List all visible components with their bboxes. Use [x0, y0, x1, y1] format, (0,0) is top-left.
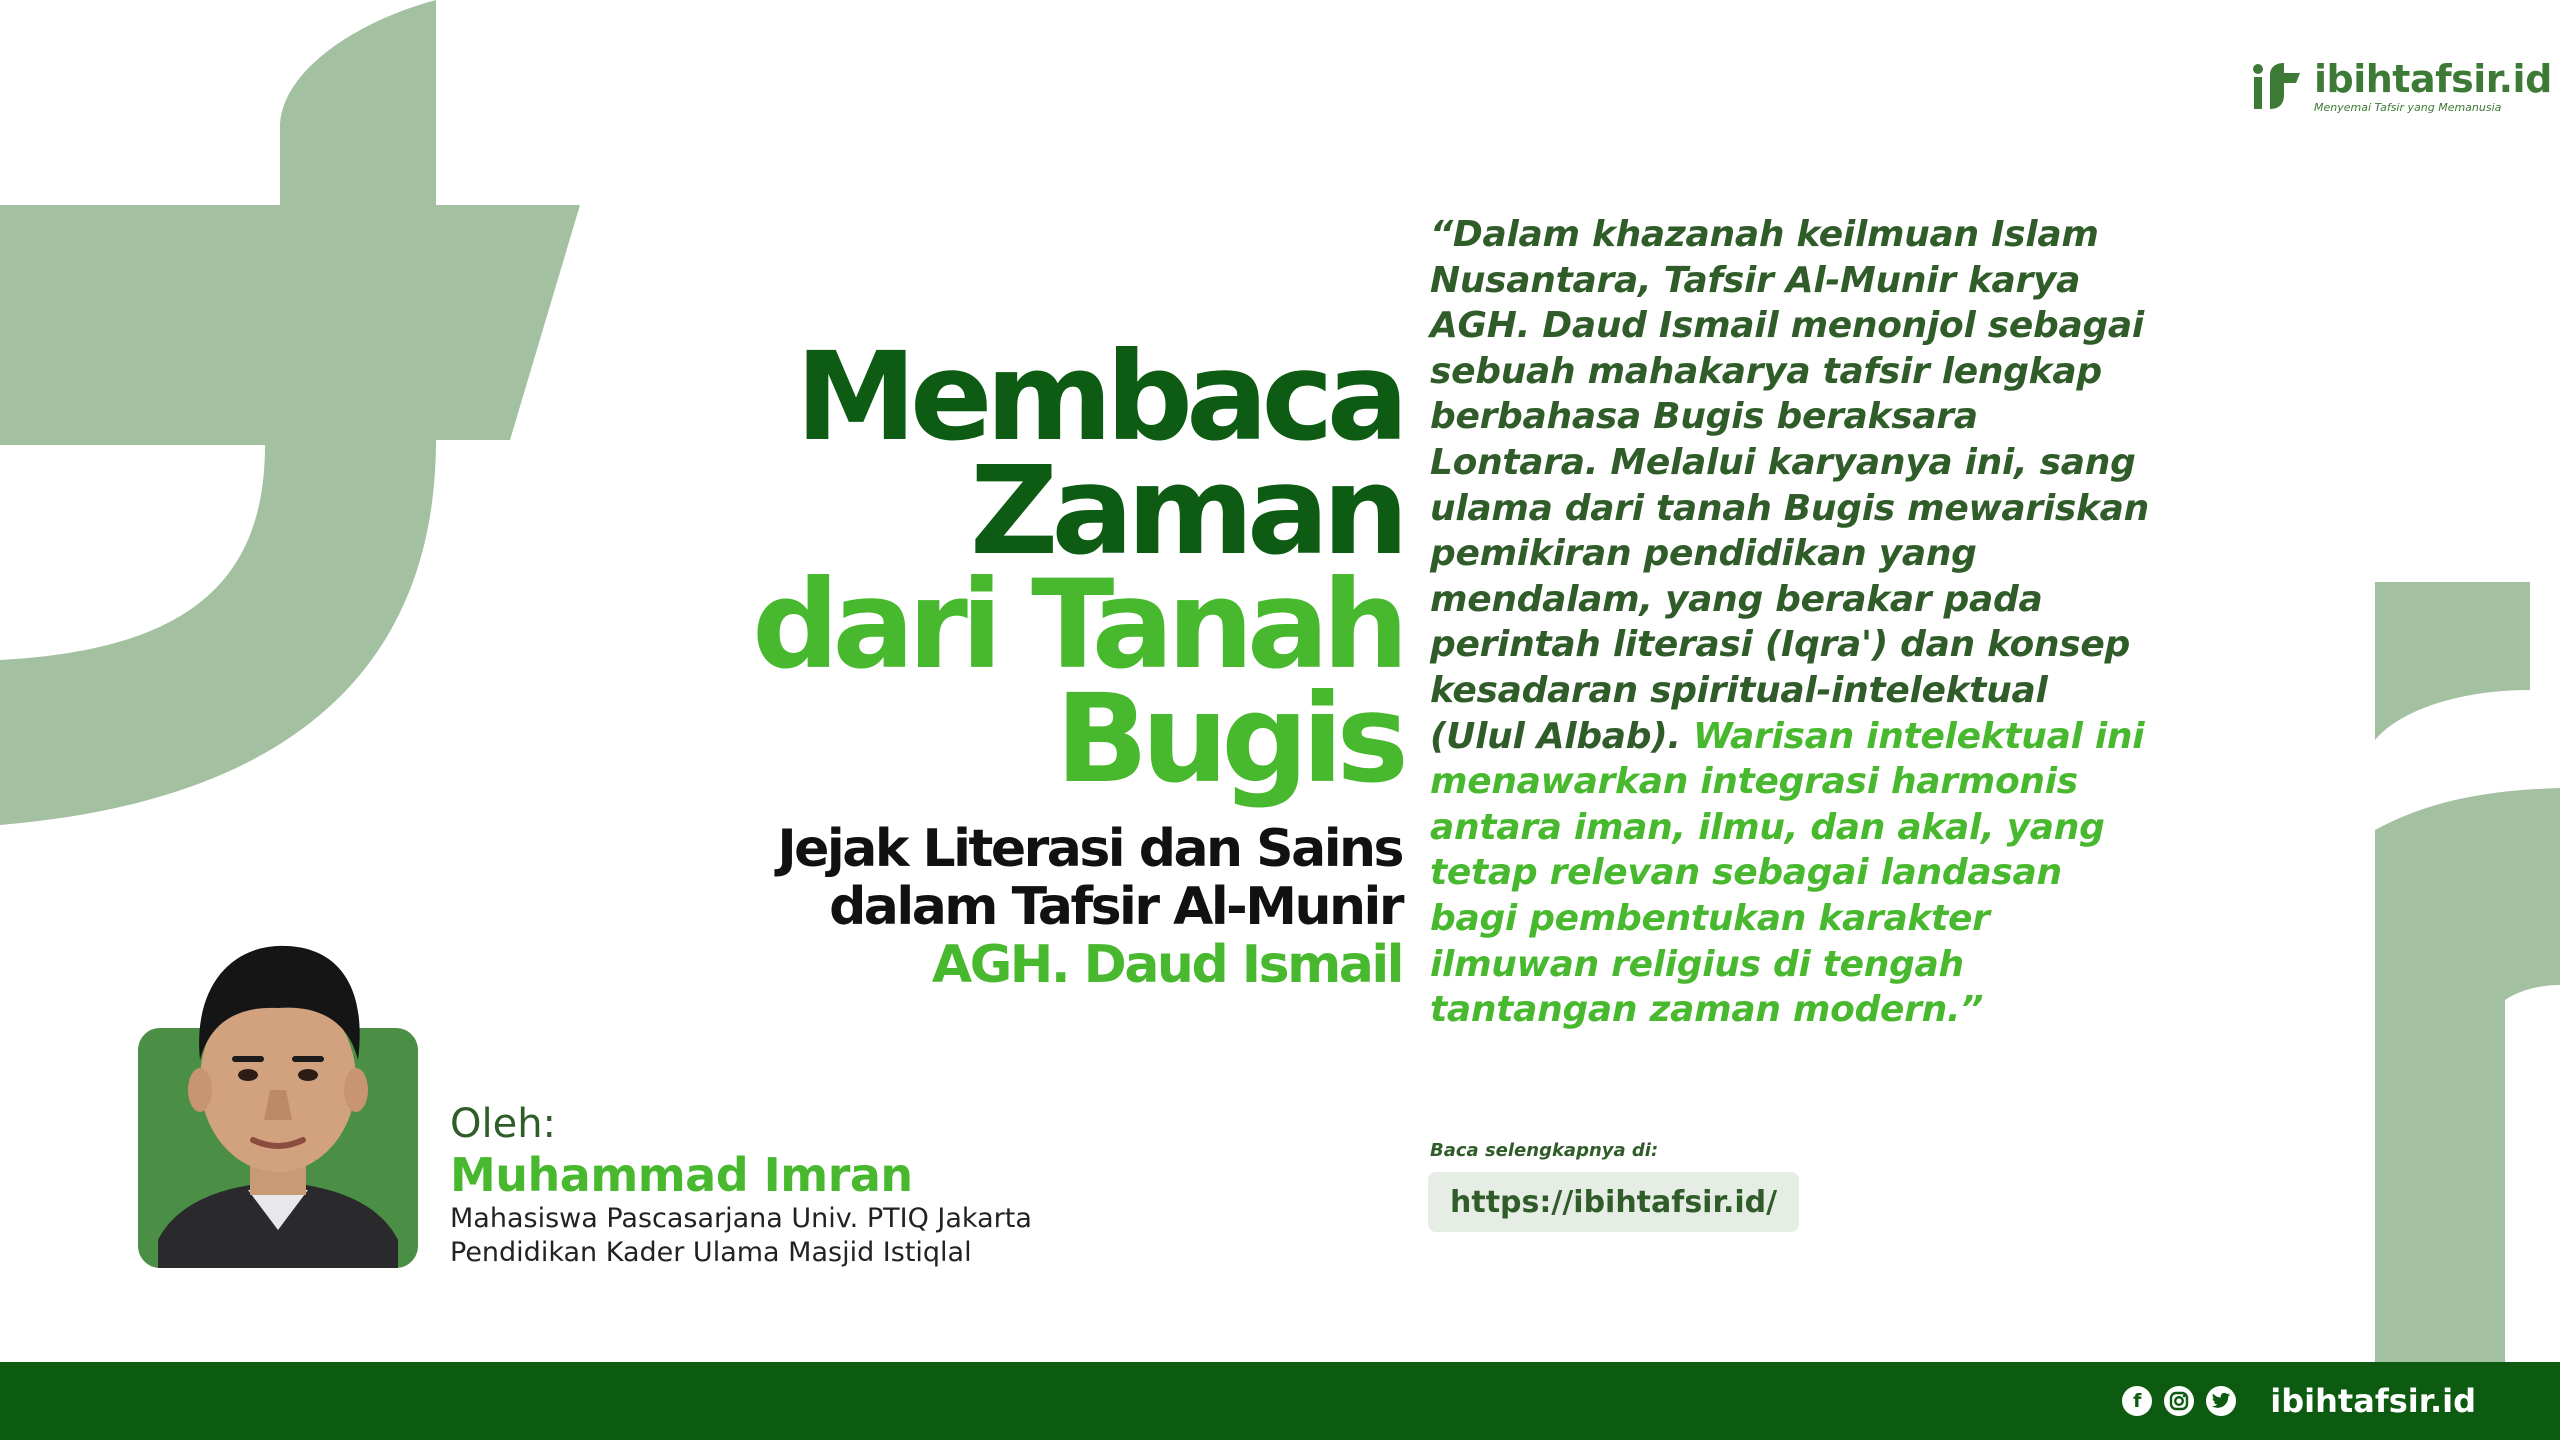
logo-icon — [2250, 61, 2304, 113]
url-link[interactable] — [1428, 1172, 1799, 1232]
twitter-icon[interactable] — [2206, 1386, 2236, 1416]
title-line-1: Membaca — [795, 326, 1402, 468]
author-affiliation-1: Mahasiswa Pascasarjana Univ. PTIQ Jakarta — [450, 1203, 1032, 1234]
subtitle — [777, 820, 1402, 994]
quote-block — [1430, 212, 2150, 1033]
footer-site[interactable]: ibihtafsir.id — [2270, 1382, 2476, 1420]
subtitle-line-1: Jejak Literasi dan Sains — [777, 819, 1402, 879]
quote-part-2: Warisan intelektual ini menawarkan integrasi harmonis antara iman, ilmu, dan akal, yang tetap relevan sebagai landasan bagi pembentukan karakter ilmuwan religius di tengah tantangan zaman modern.” — [1430, 715, 2145, 1031]
title-line-2: Zaman — [969, 440, 1402, 582]
logo-name: ibihtafsir.id — [2314, 57, 2552, 101]
read-more-label: Baca selengkapnya di: — [1430, 1140, 1659, 1161]
title-line-3: dari Tanah — [752, 554, 1402, 696]
quote-part-1: “Dalam khazanah keilmuan Islam Nusantara, Tafsir Al-Munir karya AGH. Daud Ismail menonjol sebagai sebuah mahakarya tafsir lengkap berbahasa Bugis beraksara Lontara. Melalui karyanya ini, sang ulama dari tanah Bugis mewariskan pemikiran pendidikan yang mendalam, yang berakar pada perintah literasi (Iqra') dan konsep kesadaran spiritual-intelektual (Ulul Albab). — [1430, 214, 2149, 757]
subtitle-line-3: AGH. Daud Ismail — [931, 935, 1402, 995]
left-t-shape — [0, 0, 580, 825]
footer-bar — [0, 1362, 2560, 1440]
author-name: Muhammad Imran — [450, 1148, 913, 1202]
footer-social — [2122, 1362, 2476, 1440]
brand-logo[interactable] — [2250, 57, 2552, 114]
main-title — [752, 326, 1402, 810]
right-i-stem-inner — [2505, 985, 2560, 1362]
right-i-dot-shape — [2375, 582, 2530, 740]
logo-tagline: Menyemai Tafsir yang Memanusia — [2314, 101, 2502, 114]
author-photo — [138, 900, 418, 1268]
subtitle-line-2: dalam Tafsir Al-Munir — [829, 877, 1402, 937]
url-text: https://ibihtafsir.id/ — [1450, 1184, 1778, 1220]
facebook-icon[interactable]: f — [2122, 1386, 2152, 1416]
instagram-icon[interactable] — [2164, 1386, 2194, 1416]
author-info — [450, 1100, 1032, 1270]
author-by-label: Oleh: — [450, 1101, 557, 1147]
author-affiliation-2: Pendidikan Kader Ulama Masjid Istiqlal — [450, 1237, 972, 1268]
title-line-4: Bugis — [1055, 668, 1402, 810]
